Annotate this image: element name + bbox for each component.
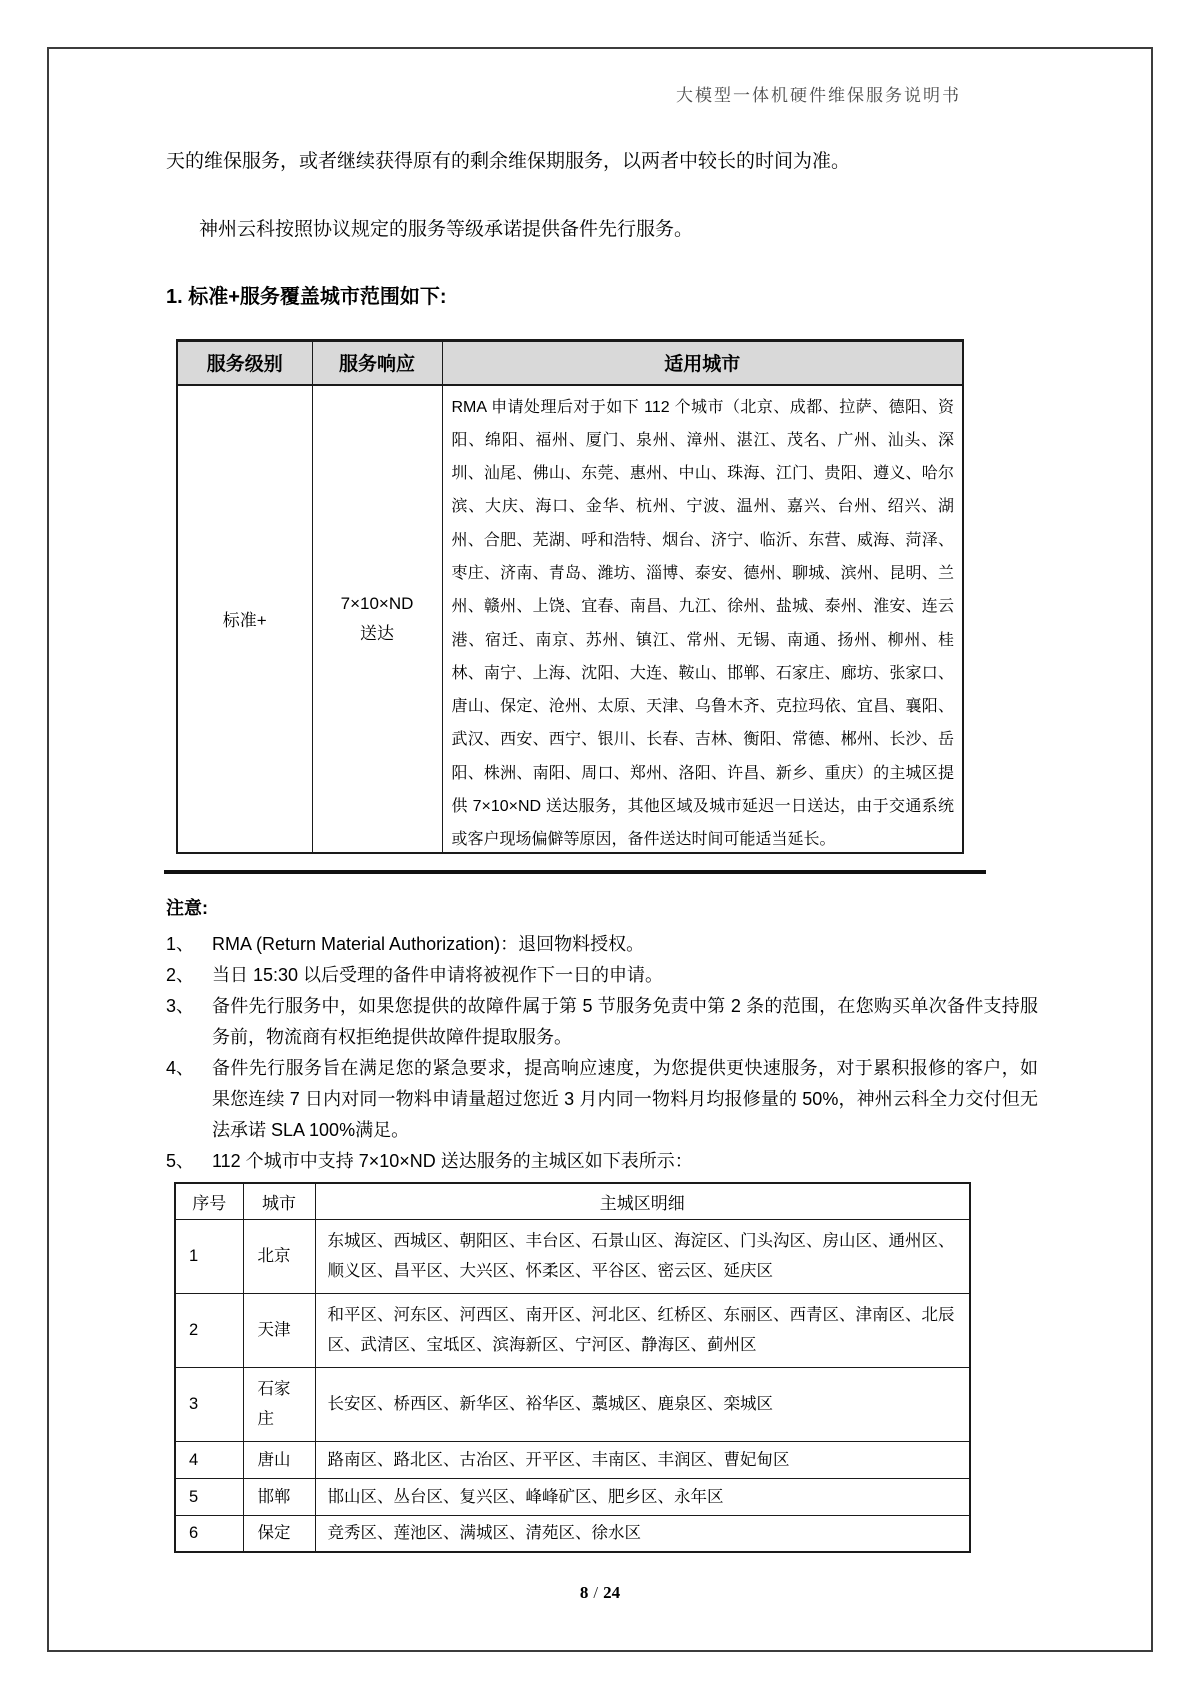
district-list: 和平区、河东区、河西区、南开区、河北区、红桥区、东丽区、西青区、津南区、北辰区、武清区、宝坻区、滨海新区、宁河区、静海区、蓟州区 (315, 1293, 970, 1367)
district-list: 路南区、路北区、古冶区、开平区、丰南区、丰润区、曹妃甸区 (315, 1441, 970, 1478)
column-header-index: 序号 (175, 1183, 243, 1219)
city-name: 北京 (243, 1219, 315, 1293)
city-name: 邯郸 (243, 1478, 315, 1515)
table-row-tangshan (175, 1441, 970, 1478)
district-detail-table (174, 1182, 971, 1553)
intro-paragraph-2: 神州云科按照协议规定的服务等级承诺提供备件先行服务。 (199, 219, 694, 240)
note-item-5 (166, 1146, 1038, 1177)
applicable-cities-cell (442, 385, 963, 853)
note-text: 当日 15:30 以后受理的备件申请将被视作下一日的申请。 (212, 965, 664, 985)
table-row-beijing (175, 1219, 970, 1293)
note-text: 备件先行服务中，如果您提供的故障件属于第 5 节服务免责中第 2 条的范围，在您购买单次备件支持服务前，物流商有权拒绝提供故障件提取服务。 (212, 996, 1038, 1047)
note-number: 1、 (166, 934, 195, 954)
district-list: 长安区、桥西区、新华区、裕华区、藁城区、鹿泉区、栾城区 (315, 1367, 970, 1441)
city-name: 石家庄 (243, 1367, 315, 1441)
note-item-1 (166, 929, 1038, 960)
district-list: 邯山区、丛台区、复兴区、峰峰矿区、肥乡区、永年区 (315, 1478, 970, 1515)
service-table-header-row (177, 341, 963, 385)
section-divider-rule (164, 870, 986, 874)
note-item-4 (166, 1053, 1038, 1146)
city-name: 保定 (243, 1515, 315, 1552)
page-number-total: 24 (603, 1583, 621, 1602)
applicable-cities-text: RMA 申请处理后对于如下 112 个城市（北京、成都、拉萨、德阳、资阳、绵阳、福州、厦门、泉州、漳州、湛江、茂名、广州、汕头、深圳、汕尾、佛山、东莞、惠州、中山、珠海、江门、贵阳、遵义、哈尔滨、大庆、海口、金华、杭州、宁波、温州、嘉兴、台州、绍兴、湖州、合肥、芜湖、呼和浩特、烟台、济宁、临沂、东营、威海、菏泽、枣庄、济南、青岛、潍坊、淄博、泰安、德州、聊城、滨州、昆明、兰州、赣州、上饶、宜春、南昌、九江、徐州、盐城、泰州、淮安、连云港、宿迁、南京、苏州、镇江、常州、无锡、南通、扬州、柳州、桂林、南宁、上海、沈阳、大连、鞍山、邯郸、石家庄、廊坊、张家口、唐山、保定、沧州、太原、天津、乌鲁木齐、克拉玛依、宜昌、襄阳、武汉、西安、西宁、银川、长春、吉林、衡阳、常德、郴州、长沙、岳阳、株洲、南阳、周口、郑州、洛阳、许昌、新乡、重庆）的主城区提供 7×10×ND 送达服务，其他区域及城市延迟一日送达，由于交通系统或客户现场偏僻等原因，备件送达时间可能适当延长。 (451, 398, 954, 849)
note-text: 112 个城市中支持 7×10×ND 送达服务的主城区如下表所示： (212, 1151, 693, 1171)
service-response-line-2: 送达 (360, 623, 394, 643)
service-coverage-table (176, 339, 964, 854)
section-heading: 1. 标准+服务覆盖城市范围如下: (166, 286, 447, 308)
note-number: 5、 (166, 1151, 195, 1171)
column-header-service-response: 服务响应 (312, 341, 442, 385)
row-index: 3 (175, 1367, 243, 1441)
service-response-line-1: 7×10×ND (340, 593, 414, 613)
intro-paragraph-1: 天的维保服务，或者继续获得原有的剩余维保期服务，以两者中较长的时间为准。 (166, 151, 851, 172)
note-text: RMA (Return Material Authorization)：退回物料授权。 (212, 934, 645, 954)
district-list: 竞秀区、莲池区、满城区、清苑区、徐水区 (315, 1515, 970, 1552)
city-name: 唐山 (243, 1441, 315, 1478)
page-number-separator: / (593, 1583, 599, 1602)
note-number: 4、 (166, 1058, 195, 1078)
note-text: 备件先行服务旨在满足您的紧急要求，提高响应速度，为您提供更快速服务，对于累积报修的客户，如果您连续 7 日内对同一物料申请量超过您近 3 月内同一物料月均报修量的 50%，神州云科全力交付但无法承诺 SLA 100%满足。 (212, 1058, 1038, 1140)
table-row-baoding (175, 1515, 970, 1552)
district-table-header-row (175, 1183, 970, 1219)
row-index: 6 (175, 1515, 243, 1552)
document-page (47, 47, 1153, 1652)
page-number-current: 8 (579, 1583, 589, 1602)
service-level-cell: 标准+ (177, 385, 312, 853)
row-index: 5 (175, 1478, 243, 1515)
note-item-3 (166, 991, 1038, 1053)
table-row-handan (175, 1478, 970, 1515)
page-footer (49, 1583, 1151, 1603)
city-name: 天津 (243, 1293, 315, 1367)
column-header-service-level: 服务级别 (177, 341, 312, 385)
note-number: 3、 (166, 996, 195, 1016)
notes-title: 注意: (166, 898, 208, 918)
service-response-cell (312, 385, 442, 853)
row-index: 1 (175, 1219, 243, 1293)
row-index: 4 (175, 1441, 243, 1478)
notes-list (166, 929, 1038, 1177)
service-table-row (177, 385, 963, 853)
district-list: 东城区、西城区、朝阳区、丰台区、石景山区、海淀区、门头沟区、房山区、通州区、顺义区、昌平区、大兴区、怀柔区、平谷区、密云区、延庆区 (315, 1219, 970, 1293)
note-item-2 (166, 960, 1038, 991)
row-index: 2 (175, 1293, 243, 1367)
table-row-tianjin (175, 1293, 970, 1367)
table-row-shijiazhuang (175, 1367, 970, 1441)
column-header-city: 城市 (243, 1183, 315, 1219)
column-header-districts: 主城区明细 (315, 1183, 970, 1219)
column-header-applicable-cities: 适用城市 (442, 341, 963, 385)
page-header-title: 大模型一体机硬件维保服务说明书 (676, 86, 961, 105)
note-number: 2、 (166, 965, 195, 985)
